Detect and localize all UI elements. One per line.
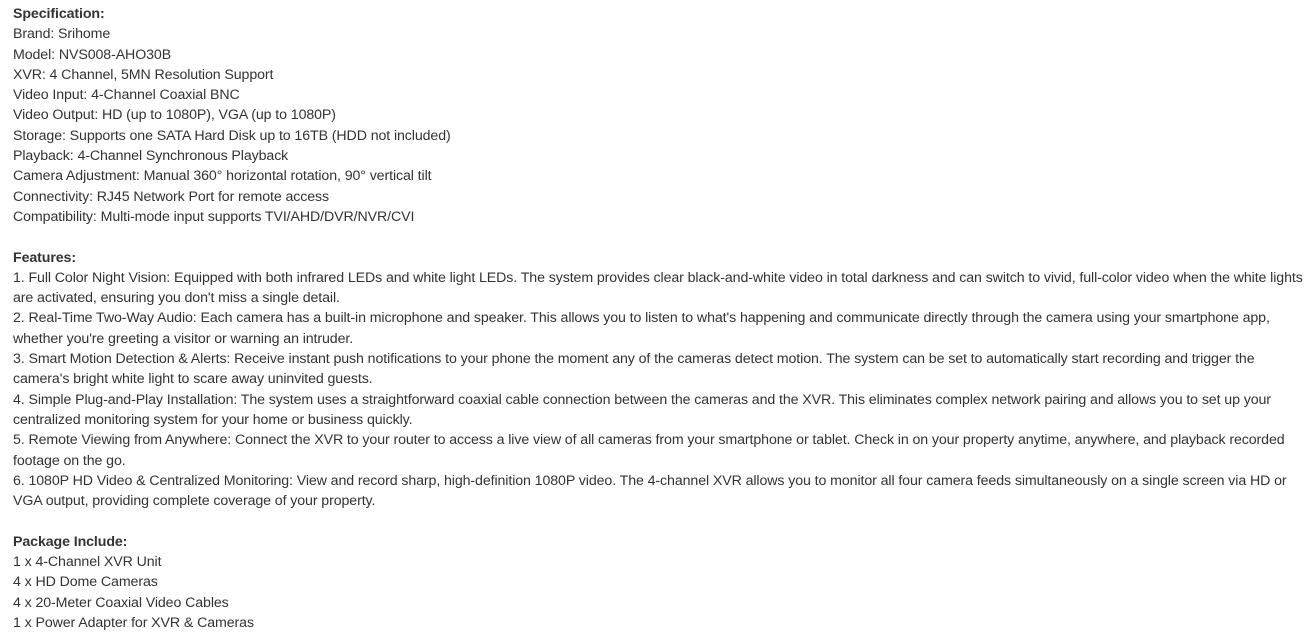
- spec-line-video-input: Video Input: 4-Channel Coaxial BNC: [13, 87, 240, 104]
- spec-line-model: Model: NVS008-AHO30B: [13, 46, 172, 63]
- feature-item-two-way-audio: 2. Real-Time Two-Way Audio: Each camera has a built-in microphone and speaker. This allows you to listen to what's happening and communicate directly through the camera using your smartphone app, whether you're greeting a visitor or warning an intruder.: [13, 310, 1270, 347]
- product-description: [13, 4, 1308, 633]
- feature-item-plug-and-play: 4. Simple Plug-and-Play Installation: The system uses a straightforward coaxial cable connection between the cameras and the XVR. This eliminates complex network pairing and allows you to set up your centralized monitoring system for your home or business quickly.: [13, 391, 1271, 428]
- feature-item-motion-detection: 3. Smart Motion Detection & Alerts: Receive instant push notifications to your phone the moment any of the cameras detect motion. The system can be set to automatically start recording and trigger the camera's bright white light to scare away uninvited guests.: [13, 351, 1255, 388]
- spec-line-brand: Brand: Srihome: [13, 26, 111, 43]
- spec-line-storage: Storage: Supports one SATA Hard Disk up to 16TB (HDD not included): [13, 127, 451, 144]
- package-heading: Package Include:: [13, 533, 128, 550]
- package-item-dome-cameras: 4 x HD Dome Cameras: [13, 574, 158, 591]
- package-item-power-adapter: 1 x Power Adapter for XVR & Cameras: [13, 614, 254, 631]
- package-item-coaxial-cables: 4 x 20-Meter Coaxial Video Cables: [13, 594, 229, 611]
- spec-line-video-output: Video Output: HD (up to 1080P), VGA (up to 1080P): [13, 107, 336, 124]
- spec-line-xvr: XVR: 4 Channel, 5MN Resolution Support: [13, 66, 274, 83]
- section-spacer: [13, 511, 1308, 531]
- spec-line-compatibility: Compatibility: Multi-mode input supports TVI/AHD/DVR/NVR/CVI: [13, 208, 415, 225]
- package-item-xvr-unit: 1 x 4-Channel XVR Unit: [13, 554, 162, 571]
- features-heading: Features:: [13, 249, 76, 266]
- feature-item-hd-video: 6. 1080P HD Video & Centralized Monitoring: View and record sharp, high-definition 1080P video. The 4-channel XVR allows you to monitor all four camera feeds simultaneously on a single screen via HD or VGA output, providing complete coverage of your property.: [13, 472, 1287, 510]
- section-spacer: [13, 227, 1308, 247]
- spec-line-camera-adjustment: Camera Adjustment: Manual 360° horizontal rotation, 90° vertical tilt: [13, 168, 432, 185]
- feature-item-remote-viewing: 5. Remote Viewing from Anywhere: Connect the XVR to your router to access a live view of all cameras from your smartphone or tablet. Check in on your property anytime, anywhere, and playback recorded footage on the go.: [13, 432, 1285, 469]
- spec-line-playback: Playback: 4-Channel Synchronous Playback: [13, 148, 289, 165]
- feature-item-night-vision: 1. Full Color Night Vision: Equipped with both infrared LEDs and white light LEDs. The system provides clear black-and-white video in total darkness and can switch to vivid, full-color video when the white lights are activated, ensuring you don't miss a single detail.: [13, 269, 1303, 307]
- specification-heading: Specification:: [13, 6, 105, 22]
- spec-line-connectivity: Connectivity: RJ45 Network Port for remote access: [13, 188, 330, 205]
